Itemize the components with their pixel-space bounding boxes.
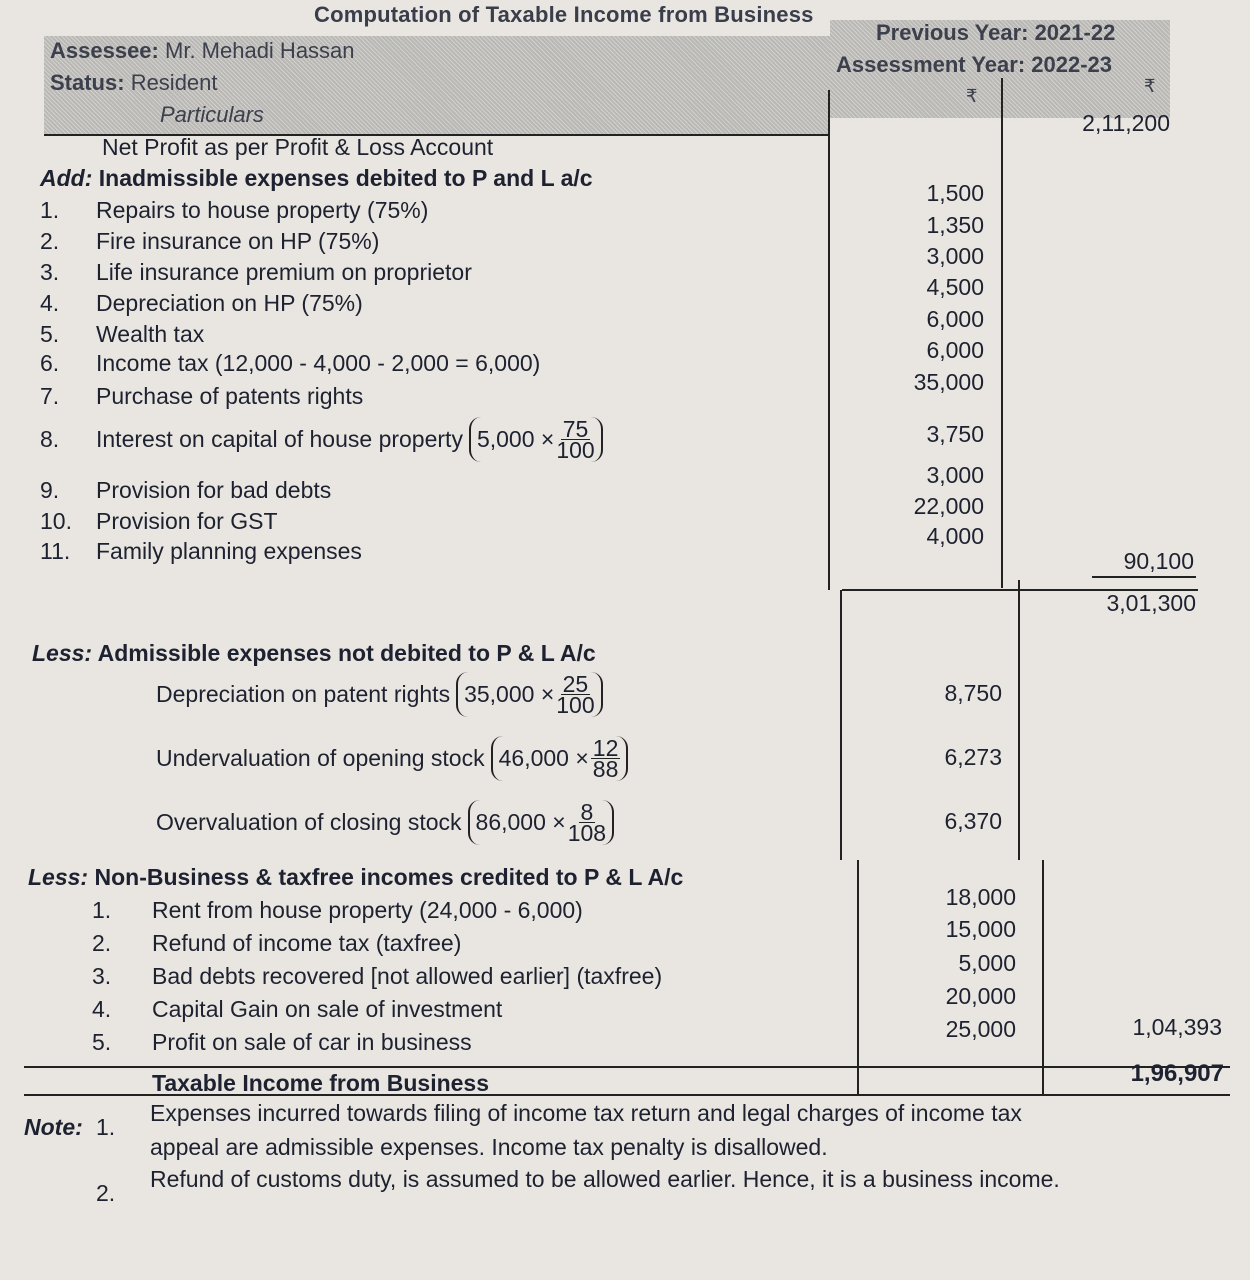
status-label: Status: <box>50 70 125 95</box>
less1-item-text: Undervaluation of opening stock <box>156 745 485 771</box>
add-item-number: 2. <box>40 228 60 254</box>
add-item-number: 1. <box>40 197 60 223</box>
note-1-line-2: appeal are admissible expenses. Income tax penalty is disallowed. <box>150 1134 828 1160</box>
less1-item-amount: 8,750 <box>944 680 1002 706</box>
add-total: 90,100 <box>1123 548 1194 574</box>
add-item-amount: 1,350 <box>926 212 984 238</box>
add-item-number: 4. <box>40 290 60 316</box>
add-item-text: Fire insurance on HP (75%) <box>96 228 380 254</box>
less2-item-number: 1. <box>92 897 112 923</box>
less1-label: Admissible expenses not debited to P & L A/c <box>97 640 596 666</box>
less2-item-text: Profit on sale of car in business <box>152 1029 472 1055</box>
less1-item-text: Overvaluation of closing stock <box>156 809 462 835</box>
fraction-denominator: 88 <box>592 756 619 782</box>
less2-item-number: 5. <box>92 1029 112 1055</box>
calc-base: 46,000 × <box>498 745 589 771</box>
less2-heading <box>28 864 683 891</box>
add-item-text: Provision for GST <box>96 508 278 534</box>
add-item-text: Income tax (12,000 - 4,000 - 2,000 = 6,000) <box>96 350 541 376</box>
add-item-number: 10. <box>40 508 72 534</box>
add-item-text: Repairs to house property (75%) <box>96 197 429 223</box>
column-divider-5 <box>857 860 859 1095</box>
status-value: Resident <box>130 70 218 95</box>
add-item-amount: 6,000 <box>926 306 984 332</box>
less2-item-amount: 20,000 <box>945 983 1016 1009</box>
fraction-numerator: 75 <box>562 416 589 442</box>
add-item-number: 7. <box>40 383 60 409</box>
net-profit-amount: 2,11,200 <box>1082 110 1170 136</box>
fraction-numerator: 12 <box>592 735 619 761</box>
add-item-amount: 6,000 <box>926 337 984 363</box>
add-item-text: Interest on capital of house property <box>96 426 463 452</box>
add-item <box>40 538 362 565</box>
add-item-number: 8. <box>40 426 60 452</box>
less2-item-text: Bad debts recovered [not allowed earlier] (taxfree) <box>152 963 663 989</box>
add-prefix: Add: <box>40 165 93 191</box>
add-item-number: 11. <box>40 538 71 564</box>
less2-item <box>92 1029 472 1056</box>
calc-paren <box>469 417 603 462</box>
add-item-amount: 22,000 <box>913 493 984 519</box>
assessee-label: Assessee: <box>50 38 159 63</box>
rupee-header-1: ₹ <box>966 86 978 106</box>
rupee-header-2: ₹ <box>1144 76 1156 96</box>
add-item-number: 3. <box>40 259 60 285</box>
add-item-amount: 4,000 <box>926 523 984 549</box>
add-item-text: Family planning expenses <box>96 538 362 564</box>
add-item <box>40 477 331 504</box>
add-total-underline <box>1092 576 1196 578</box>
less2-item-amount: 25,000 <box>945 1016 1016 1042</box>
add-item-text: Depreciation on HP (75%) <box>96 290 363 316</box>
less1-item-amount: 6,370 <box>944 808 1002 834</box>
add-section-heading <box>40 165 593 192</box>
less1-prefix: Less: <box>32 640 93 666</box>
add-item <box>40 383 363 410</box>
add-item-number: 9. <box>40 477 60 503</box>
less2-item-number: 3. <box>92 963 112 989</box>
status-line <box>50 70 218 96</box>
column-divider-4 <box>1018 580 1020 860</box>
note-2-line-1: Refund of customs duty, is assumed to be allowed earlier. Hence, it is a business income. <box>150 1166 1060 1192</box>
fraction <box>591 735 621 782</box>
add-label: Inadmissible expenses debited to P and L a/c <box>98 165 593 191</box>
add-item-amount: 3,000 <box>926 243 984 269</box>
assessment-year: Assessment Year: 2022-23 <box>836 52 1113 77</box>
less2-total: 1,04,393 <box>1132 1014 1222 1040</box>
add-item <box>40 290 363 317</box>
less1-item-text: Depreciation on patent rights <box>156 681 451 707</box>
assessee-line <box>50 38 355 64</box>
less2-item-text: Capital Gain on sale of investment <box>152 996 503 1022</box>
less2-item-amount: 5,000 <box>958 950 1016 976</box>
less2-item-number: 4. <box>92 996 112 1022</box>
note-1-line-1: Expenses incurred towards filing of income tax return and legal charges of income tax <box>150 1100 1022 1126</box>
less2-item <box>92 897 583 924</box>
add-item <box>40 228 379 255</box>
assessee-name: Mr. Mehadi Hassan <box>165 38 355 63</box>
less1-heading <box>32 640 596 667</box>
less2-item <box>92 996 502 1023</box>
less2-prefix: Less: <box>28 864 89 890</box>
note-1-number: 1. <box>96 1114 116 1140</box>
add-item-amount: 1,500 <box>926 180 984 206</box>
page-title: Computation of Taxable Income from Business <box>314 2 814 27</box>
fraction-numerator: 25 <box>562 671 589 697</box>
calc-base: 35,000 × <box>464 681 555 707</box>
fraction-numerator: 8 <box>580 799 594 825</box>
add-item-amount: 3,000 <box>926 462 984 488</box>
add-item-text: Purchase of patents rights <box>96 383 364 409</box>
add-item-text: Provision for bad debts <box>96 477 332 503</box>
less1-item <box>156 672 603 717</box>
particulars-header: Particulars <box>160 102 264 127</box>
previous-year: Previous Year: 2021-22 <box>876 20 1116 45</box>
less2-item <box>92 930 461 957</box>
add-item-number: 6. <box>40 350 60 376</box>
column-divider-6 <box>1042 860 1044 1095</box>
add-item-text: Life insurance premium on proprietor <box>96 259 472 285</box>
fraction <box>556 416 595 463</box>
taxable-income-amount: 1,96,907 <box>1130 1060 1224 1087</box>
less1-item-amount: 6,273 <box>944 744 1002 770</box>
less1-item <box>156 800 614 845</box>
less2-item-text: Refund of income tax (taxfree) <box>152 930 462 956</box>
add-item-amount: 4,500 <box>926 274 984 300</box>
column-divider-1 <box>828 90 830 590</box>
less2-item-amount: 15,000 <box>945 916 1016 942</box>
fraction <box>567 799 607 846</box>
less2-item-number: 2. <box>92 930 112 956</box>
subtotal-amount: 3,01,300 <box>1106 590 1196 616</box>
fraction-denominator: 100 <box>556 692 595 718</box>
total-rule-top <box>24 1066 1230 1068</box>
add-item <box>40 350 540 377</box>
add-item-text: Wealth tax <box>96 321 205 347</box>
less2-item-text: Rent from house property (24,000 - 6,000) <box>152 897 583 923</box>
add-item <box>40 321 204 348</box>
note-2-number: 2. <box>96 1180 116 1206</box>
add-item <box>40 197 428 224</box>
less2-item-amount: 18,000 <box>945 884 1016 910</box>
taxable-income-label: Taxable Income from Business <box>152 1070 490 1096</box>
column-divider-2 <box>1001 78 1003 588</box>
less2-label: Non-Business & taxfree incomes credited to P & L A/c <box>94 864 684 890</box>
less1-item <box>156 736 628 781</box>
add-item <box>40 508 278 535</box>
calc-paren <box>468 800 615 845</box>
fraction <box>556 671 595 718</box>
fraction-denominator: 108 <box>567 820 607 846</box>
calc-paren <box>456 672 603 717</box>
add-item <box>40 259 472 286</box>
add-item-amount: 35,000 <box>913 369 984 395</box>
less2-item <box>92 963 662 990</box>
calc-base: 86,000 × <box>475 809 566 835</box>
add-item-number: 5. <box>40 321 60 347</box>
net-profit-label: Net Profit as per Profit & Loss Account <box>102 134 494 160</box>
note-label: Note: <box>24 1114 83 1140</box>
calc-paren <box>491 736 629 781</box>
column-divider-3 <box>840 590 842 860</box>
add-item-amount: 3,750 <box>926 421 984 447</box>
add-item <box>40 417 603 462</box>
fraction-denominator: 100 <box>556 437 595 463</box>
calc-base: 5,000 × <box>476 426 555 452</box>
